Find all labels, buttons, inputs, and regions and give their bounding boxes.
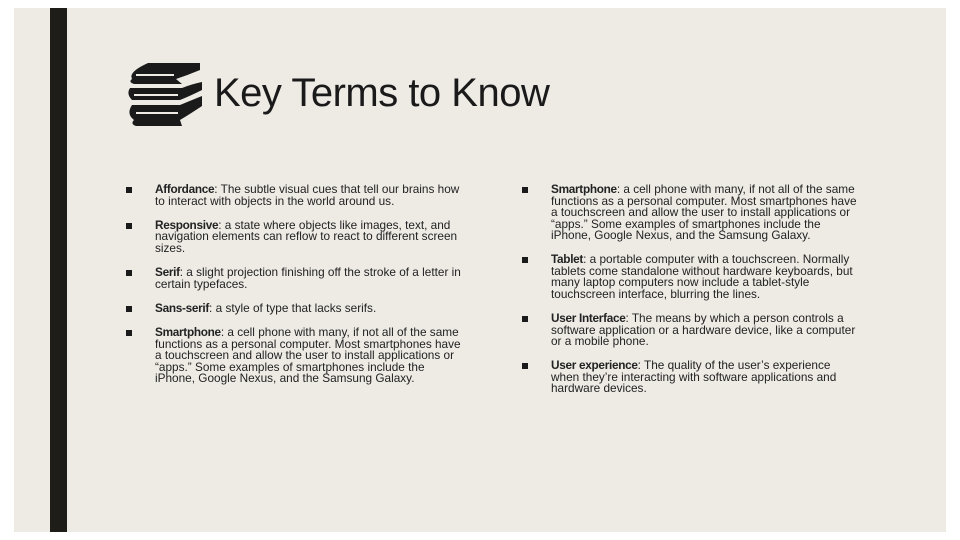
term-definition: : a portable computer with a touchscreen. Normally tablets come standalone without hardware keyboards, but many laptop computers now include a tablet-style touchscreen interface, blurring the lines. [551, 252, 853, 301]
term-label: User experience [551, 358, 638, 373]
list-item [522, 254, 860, 300]
list-item [126, 217, 466, 255]
bullet-icon [522, 363, 528, 369]
left-term-list [126, 184, 466, 397]
term-label: Affordance [155, 182, 215, 196]
bullet-icon [126, 270, 132, 276]
term-label: Smartphone [551, 182, 617, 196]
term-definition: : a slight projection finishing off the stroke of a letter in certain typefaces. [155, 265, 461, 291]
accent-bar [50, 8, 67, 532]
bullet-icon [126, 223, 132, 229]
term-definition: : The means by which a person controls a software application or a hardware device, like a computer or a mobile phone. [551, 311, 856, 349]
bullet-icon [522, 257, 528, 263]
bullet-icon [126, 187, 132, 193]
bullet-icon [126, 306, 132, 312]
term-label: Sans-serif [155, 300, 210, 315]
list-item [126, 327, 466, 385]
term-definition: : The quality of the user’s experience when they’re interacting with software applications and hardware devices. [551, 358, 837, 396]
list-item [126, 300, 466, 315]
term-label: Tablet [551, 252, 584, 267]
list-item [522, 360, 860, 395]
term-definition: : a cell phone with many, if not all of the same functions as a personal computer. Most smartphones have a touchscreen and allow the user to install applications or “apps.” Some examples of smartphones include the iPhone, Google Nexus, and the Samsung Galaxy. [551, 182, 857, 242]
term-definition: : a cell phone with many, if not all of the same functions as a personal computer. Most smartphones have a touchscreen and allow the user to install applications or “apps.” Some examples of smartphones include the iPhone, Google Nexus, and the Samsung Galaxy. [155, 325, 461, 386]
right-term-list [522, 184, 860, 408]
slide [14, 8, 946, 532]
list-item [126, 184, 466, 207]
bullet-icon [522, 187, 528, 193]
term-definition: : a state where objects like images, text, and navigation elements can reflow to react to different screen sizes. [155, 217, 458, 255]
bullet-icon [126, 330, 132, 336]
page-title: Key Terms to Know [214, 71, 550, 115]
list-item [126, 267, 466, 290]
term-label: Responsive [155, 217, 219, 232]
term-definition: : The subtle visual cues that tell our brains how to interact with objects in the world around us. [155, 182, 460, 208]
term-label: User Interface [551, 311, 626, 326]
term-label: Serif [155, 265, 180, 280]
term-label: Smartphone [155, 325, 221, 340]
books-icon [126, 58, 204, 130]
bullet-icon [522, 316, 528, 322]
term-definition: : a style of type that lacks serifs. [209, 300, 377, 315]
list-item [522, 313, 860, 348]
list-item [522, 184, 860, 242]
